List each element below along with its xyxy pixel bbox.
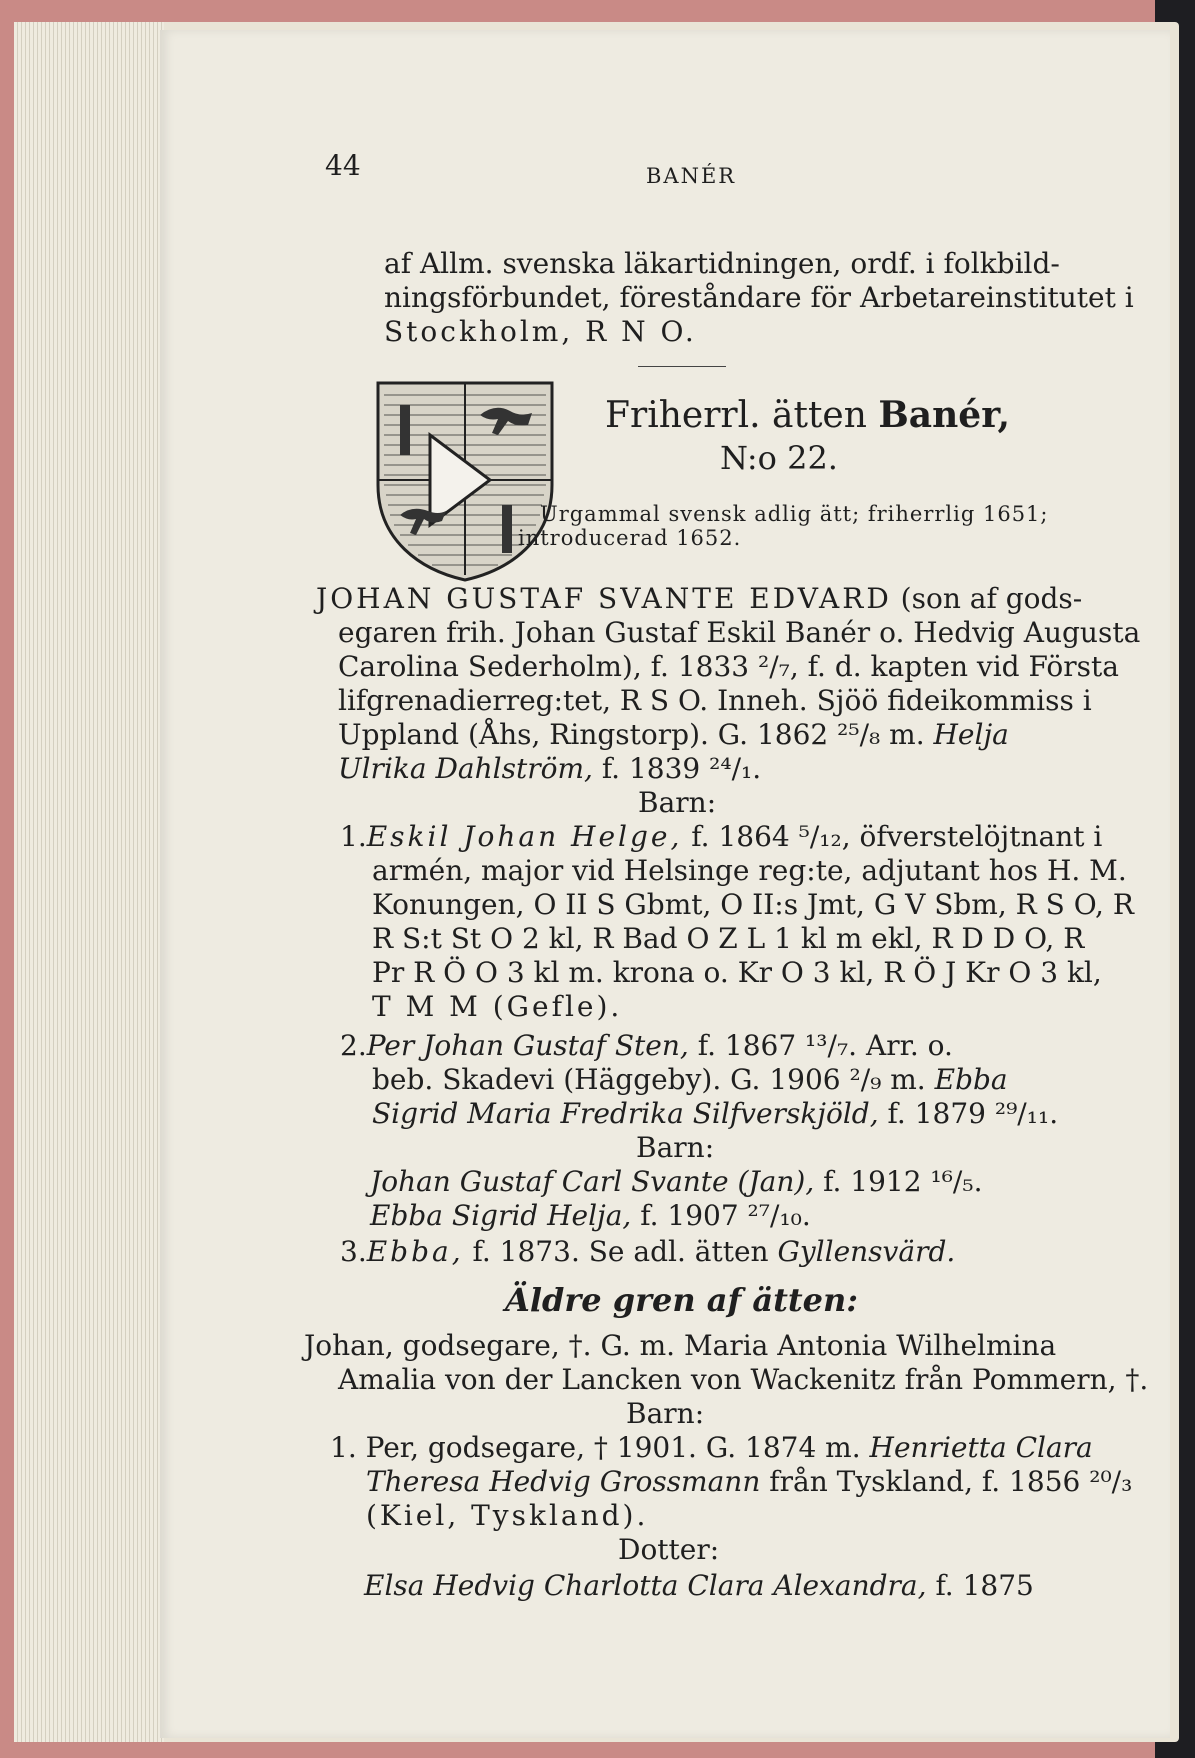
family-title: Friherrl. ätten Banér,	[605, 394, 1011, 436]
family-description-1: Urgammal svensk adlig ätt; friherrlig 1651;	[540, 502, 1049, 526]
child-2-line-3: Sigrid Maria Fredrika Silfverskjöld, f. 1879 ²⁹/₁₁.	[372, 1097, 1059, 1130]
intro-line-3: Stockholm, R N O.	[384, 315, 697, 348]
grandchild-2: Ebba Sigrid Helja, f. 1907 ²⁷/₁₀.	[370, 1199, 811, 1232]
child-3-line-1: 3.Ebba, f. 1873. Se adl. ätten Gyllensvärd.	[340, 1235, 956, 1268]
page-edges	[14, 22, 164, 1742]
coat-of-arms-shield	[370, 375, 560, 585]
head-line-1: JOHAN GUSTAF SVANTE EDVARD (son af gods-	[316, 582, 1083, 615]
child-1-line-4: R S:t St O 2 kl, R Bad O Z L 1 kl m ekl, R D D O, R	[372, 922, 1085, 955]
grandchildren-label: Barn:	[636, 1131, 715, 1164]
children-label: Barn:	[638, 786, 717, 819]
separator-rule	[638, 366, 726, 367]
child-1-line-6: T M M (Gefle).	[372, 990, 623, 1023]
head-line-5: Uppland (Åhs, Ringstorp). G. 1862 ²⁵/₈ m. Helja	[338, 718, 1009, 751]
grandchild-1: Johan Gustaf Carl Svante (Jan), f. 1912 ¹⁶/₅.	[370, 1165, 983, 1198]
child-2-line-2: beb. Skadevi (Häggeby). G. 1906 ²/₉ m. Ebba	[372, 1063, 1008, 1096]
older-branch-child-line-1: 1. Per, godsegare, † 1901. G. 1874 m. Henrietta Clara	[330, 1431, 1093, 1464]
page-number: 44	[325, 149, 361, 182]
older-branch-heading: Äldre gren af ätten:	[505, 1281, 859, 1319]
intro-line-1: af Allm. svenska läkartidningen, ordf. i folkbild-	[384, 247, 1060, 280]
child-1-line-1: 1.Eskil Johan Helge, f. 1864 ⁵/₁₂, öfverstelöjtnant i	[340, 820, 1103, 853]
intro-line-2: ningsförbundet, föreståndare för Arbetareinstitutet i	[384, 281, 1134, 314]
family-number: N:o 22.	[720, 439, 838, 477]
head-line-3: Carolina Sederholm), f. 1833 ²/₇, f. d. kapten vid Första	[338, 650, 1119, 683]
child-1-line-2: armén, major vid Helsinge reg:te, adjutant hos H. M.	[372, 854, 1127, 887]
head-line-6: Ulrika Dahlström, f. 1839 ²⁴/₁.	[338, 752, 762, 785]
book-page	[160, 30, 1170, 1738]
older-branch-children-label: Barn:	[626, 1397, 705, 1430]
head-line-2: egaren frih. Johan Gustaf Eskil Banér o. Hedvig Augusta	[338, 616, 1141, 649]
older-branch-child-line-2: Theresa Hedvig Grossmann från Tyskland, f. 1856 ²⁰/₃	[366, 1465, 1133, 1498]
daughter-line: Elsa Hedvig Charlotta Clara Alexandra, f. 1875	[364, 1569, 1034, 1602]
head-line-4: lifgrenadierreg:tet, R S O. Inneh. Sjöö fideikommiss i	[338, 684, 1092, 717]
family-name: Banér,	[878, 394, 1011, 436]
older-branch-child-line-3: (Kiel, Tyskland).	[366, 1499, 649, 1532]
older-branch-line-2: Amalia von der Lancken von Wackenitz från Pommern, †.	[338, 1363, 1149, 1396]
older-branch-line-1: Johan, godsegare, †. G. m. Maria Antonia Wilhelmina	[304, 1329, 1057, 1362]
child-1-line-3: Konungen, O II S Gbmt, O II:s Jmt, G V Sbm, R S O, R	[372, 888, 1134, 921]
running-header: BANÉR	[646, 164, 737, 188]
family-description-2: introducerad 1652.	[518, 526, 742, 550]
child-2-line-1: 2.Per Johan Gustaf Sten, f. 1867 ¹³/₇. Arr. o.	[340, 1029, 953, 1062]
child-1-line-5: Pr R Ö O 3 kl m. krona o. Kr O 3 kl, R Ö J Kr O 3 kl,	[372, 956, 1102, 989]
daughter-label: Dotter:	[618, 1533, 720, 1566]
